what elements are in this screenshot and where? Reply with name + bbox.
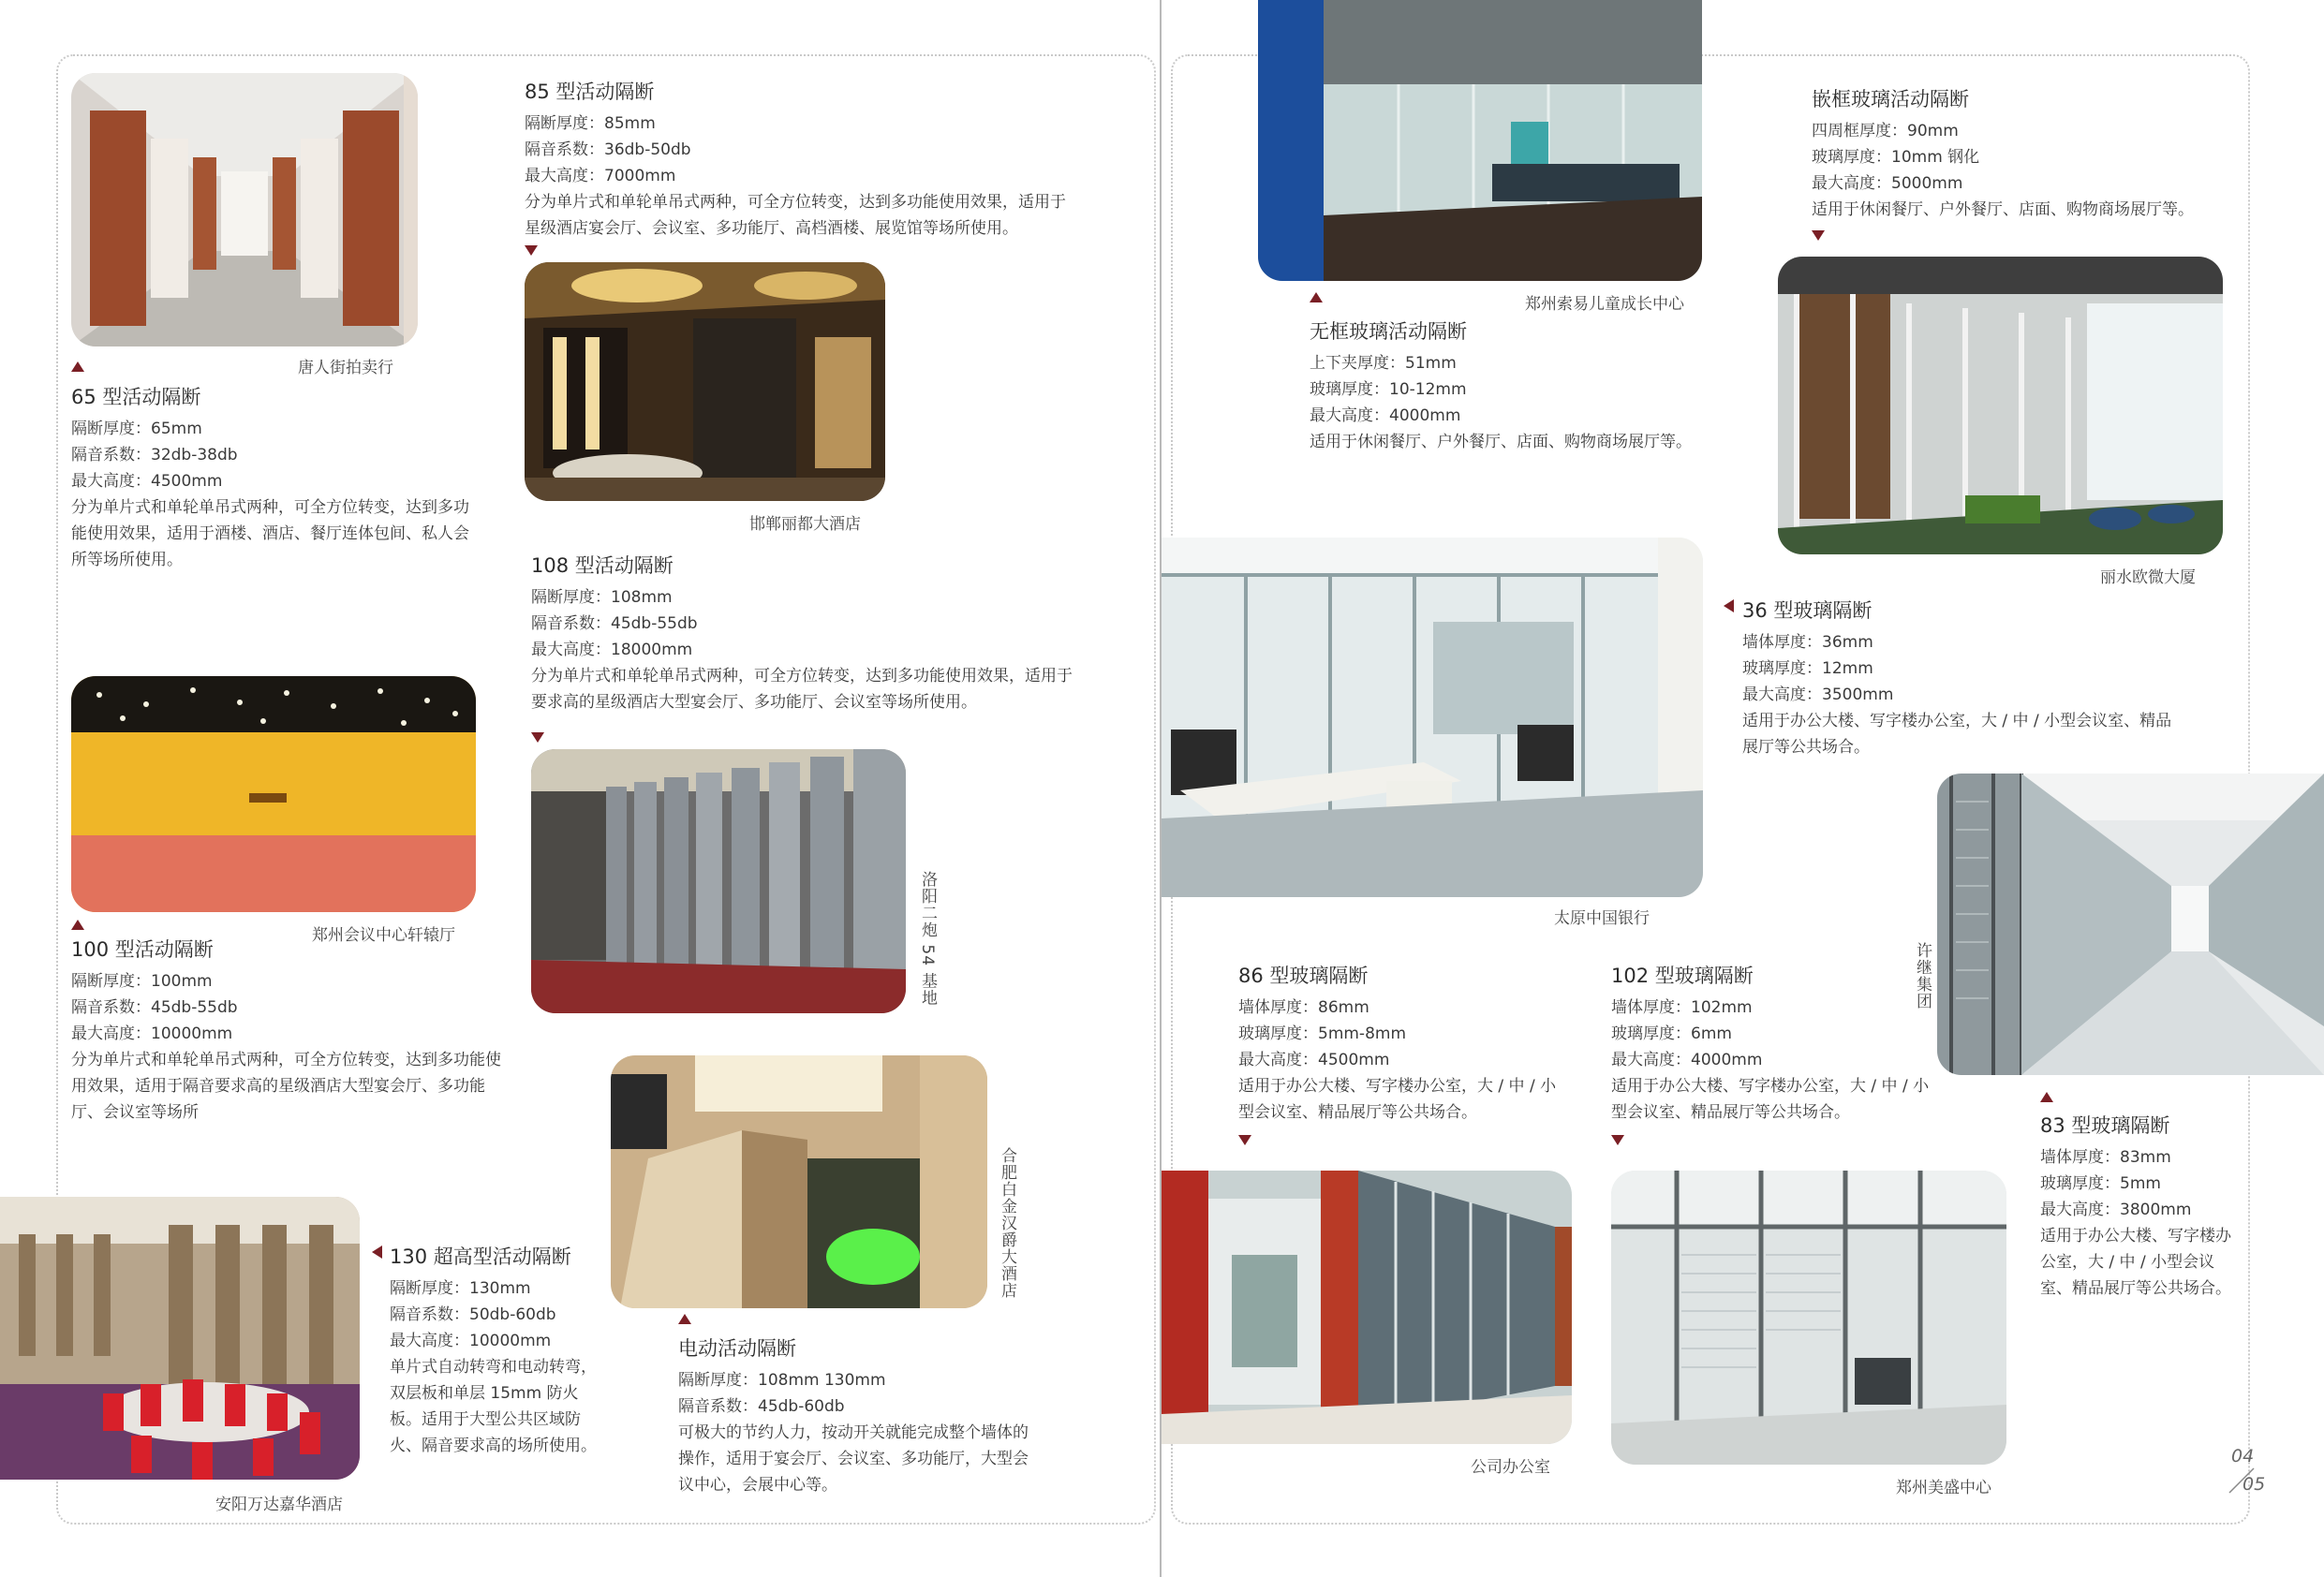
- photo-suoyi-center: [1258, 0, 1702, 281]
- spec-wall: 墙体厚度：83mm: [2040, 1148, 2171, 1167]
- spec-height: 最大高度：18000mm: [531, 641, 693, 659]
- product-100: [71, 935, 502, 1126]
- product-description: 适用于休闲餐厅、户外餐厅、店面、购物商场展厅等。: [1310, 433, 1692, 451]
- product-102: [1611, 961, 1930, 1126]
- marker-triangle: [71, 361, 84, 372]
- marker-triangle: [1812, 230, 1825, 241]
- product-title: 嵌框玻璃活动隔断: [1812, 88, 1969, 111]
- spec-height: 最大高度：5000mm: [1812, 174, 1963, 193]
- spec-height: 最大高度：4000mm: [1611, 1051, 1763, 1069]
- spec-clamp: 上下夹厚度：51mm: [1310, 354, 1457, 373]
- caption-luoyang: 洛阳二炮 54 基地: [918, 871, 937, 1007]
- spec-sound: 隔音系数：50db-60db: [390, 1305, 556, 1324]
- product-description: 适用于办公大楼、写字楼办公室，大 / 中 / 小型会议室、精品展厅等公共场合。: [2040, 1227, 2231, 1298]
- photo-zhengzhou-conference: [71, 676, 476, 912]
- caption-meisheng: 郑州美盛中心: [1896, 1479, 1991, 1497]
- spec-thickness: 隔断厚度：85mm: [525, 114, 656, 133]
- spec-glass: 玻璃厚度：5mm-8mm: [1238, 1024, 1407, 1043]
- marker-triangle: [1611, 1135, 1624, 1145]
- spec-height: 最大高度：10000mm: [390, 1332, 552, 1350]
- caption-xuji: 许继集团: [1913, 942, 1932, 1010]
- marker-triangle: [531, 732, 544, 743]
- spec-frame: 四周框厚度：90mm: [1812, 122, 1959, 140]
- spec-sound: 隔音系数：32db-38db: [71, 446, 238, 464]
- caption-lishui: 丽水欧微大厦: [2100, 568, 2196, 587]
- spec-sound: 隔音系数：45db-60db: [678, 1397, 845, 1416]
- spec-height: 最大高度：3800mm: [2040, 1201, 2192, 1219]
- product-description: 适用于办公大楼、写字楼办公室，大 / 中 / 小型会议室、精品展厅等公共场合。: [1611, 1077, 1930, 1122]
- caption-suoyi: 郑州索易儿童成长中心: [1525, 295, 1684, 314]
- product-36: [1742, 596, 2183, 760]
- spec-wall: 墙体厚度：102mm: [1611, 998, 1753, 1017]
- caption-office: 公司办公室: [1471, 1458, 1550, 1477]
- product-title: 130 超高型活动隔断: [390, 1245, 571, 1268]
- marker-triangle: [1238, 1135, 1251, 1145]
- spec-height: 最大高度：4000mm: [1310, 406, 1461, 425]
- photo-handan-hotel: [525, 262, 885, 501]
- marker-triangle: [71, 920, 84, 930]
- product-description: 可极大的节约人力，按动开关就能完成整个墙体的操作，适用于宴会厅、会议室、多功能厅，大型会议中心，会展中心等。: [678, 1423, 1029, 1495]
- spec-glass: 玻璃厚度：10-12mm: [1310, 380, 1467, 399]
- spec-height: 最大高度：3500mm: [1742, 685, 1894, 704]
- product-description: 适用于办公大楼、写字楼办公室，大 / 中 / 小型会议室、精品展厅等公共场合。: [1742, 712, 2172, 757]
- product-title: 108 型活动隔断: [531, 554, 674, 577]
- spec-sound: 隔音系数：45db-55db: [71, 998, 238, 1017]
- marker-triangle: [1724, 599, 1734, 612]
- marker-triangle: [372, 1245, 382, 1259]
- product-frameless: [1310, 317, 1740, 455]
- marker-triangle: [525, 245, 538, 256]
- caption-zhengzhou-conf: 郑州会议中心轩辕厅: [312, 926, 455, 945]
- photo-luoyang-base: [531, 749, 906, 1013]
- product-130: [390, 1242, 600, 1459]
- product-description: 单片式自动转弯和电动转弯，双层板和单层 15mm 防火板。适用于大型公共区域防火、隔音要求高的场所使用。: [390, 1358, 597, 1455]
- spec-thickness: 隔断厚度：108mm: [531, 588, 673, 607]
- caption-hefei: 合肥白金汉爵大酒店: [998, 1147, 1016, 1299]
- photo-anyang-hotel: [0, 1197, 360, 1480]
- product-description: 分为单片式和单轮单吊式两种，可全方位转变，达到多功能使用效果，适用于要求高的星级酒店大型宴会厅、多功能厅、会议室等场所使用。: [531, 667, 1073, 712]
- spec-glass: 玻璃厚度：10mm 钢化: [1812, 148, 1980, 167]
- page-number-right: 05: [2243, 1474, 2266, 1495]
- spec-height: 最大高度：10000mm: [71, 1024, 233, 1043]
- product-title: 86 型玻璃隔断: [1238, 965, 1369, 987]
- product-86: [1238, 961, 1566, 1126]
- caption-anyang: 安阳万达嘉华酒店: [215, 1496, 343, 1514]
- spec-height: 最大高度：7000mm: [525, 167, 676, 185]
- product-description: 适用于休闲餐厅、户外餐厅、店面、购物商场展厅等。: [1812, 200, 2194, 219]
- spec-wall: 墙体厚度：86mm: [1238, 998, 1369, 1017]
- spec-sound: 隔音系数：45db-55db: [531, 614, 698, 633]
- caption-handan: 邯郸丽都大酒店: [749, 515, 861, 534]
- product-electric: [678, 1334, 1034, 1498]
- spec-thickness: 隔断厚度：108mm 130mm: [678, 1371, 886, 1390]
- product-description: 分为单片式和单轮单吊式两种，可全方位转变，达到多功能使用效果，适用于酒楼、酒店、餐厅连体包间、私人会所等场所使用。: [71, 498, 469, 569]
- product-65: [71, 382, 483, 573]
- spec-height: 最大高度：4500mm: [1238, 1051, 1390, 1069]
- spec-thickness: 隔断厚度：65mm: [71, 420, 202, 438]
- spec-height: 最大高度：4500mm: [71, 472, 223, 491]
- product-framed: [1812, 84, 2214, 223]
- page-number-left: 04: [2231, 1446, 2255, 1466]
- marker-triangle: [1310, 292, 1323, 302]
- spec-glass: 玻璃厚度：5mm: [2040, 1174, 2161, 1193]
- caption-taiyuan: 太原中国银行: [1554, 909, 1650, 928]
- product-description: 分为单片式和单轮单吊式两种，可全方位转变，达到多功能使用效果，适用于隔音要求高的星级酒店大型宴会厅、多功能厅、会议室等场所: [71, 1051, 501, 1122]
- product-title: 65 型活动隔断: [71, 386, 201, 408]
- photo-company-office: [1162, 1171, 1572, 1444]
- caption-tangren: 唐人街拍卖行: [298, 359, 393, 377]
- spec-thickness: 隔断厚度：130mm: [390, 1279, 531, 1298]
- product-title: 100 型活动隔断: [71, 938, 214, 961]
- spec-sound: 隔音系数：36db-50db: [525, 140, 691, 159]
- product-title: 36 型玻璃隔断: [1742, 599, 1873, 622]
- photo-taiyuan-bank: [1162, 538, 1703, 897]
- product-title: 电动活动隔断: [678, 1337, 796, 1360]
- product-title: 83 型玻璃隔断: [2040, 1114, 2170, 1137]
- photo-hefei-hotel: [611, 1055, 987, 1308]
- marker-triangle: [2040, 1092, 2053, 1102]
- product-83: [2040, 1111, 2237, 1302]
- spec-glass: 玻璃厚度：12mm: [1742, 659, 1873, 678]
- product-description: 适用于办公大楼、写字楼办公室，大 / 中 / 小型会议室、精品展厅等公共场合。: [1238, 1077, 1557, 1122]
- spec-wall: 墙体厚度：36mm: [1742, 633, 1873, 652]
- photo-xuji-group: [1937, 774, 2324, 1075]
- product-title: 无框玻璃活动隔断: [1310, 320, 1467, 343]
- photo-meisheng-center: [1611, 1171, 2006, 1465]
- product-85: [525, 77, 1068, 242]
- photo-tangren-auction: [71, 73, 418, 346]
- spec-thickness: 隔断厚度：100mm: [71, 972, 213, 991]
- marker-triangle: [678, 1314, 691, 1324]
- product-108: [531, 551, 1074, 715]
- product-description: 分为单片式和单轮单吊式两种，可全方位转变，达到多功能使用效果，适用于星级酒店宴会厅、会议室、多功能厅、高档酒楼、展览馆等场所使用。: [525, 193, 1066, 238]
- product-title: 85 型活动隔断: [525, 81, 655, 103]
- product-title: 102 型玻璃隔断: [1611, 965, 1754, 987]
- spec-glass: 玻璃厚度：6mm: [1611, 1024, 1732, 1043]
- photo-lishui-building: [1778, 257, 2223, 554]
